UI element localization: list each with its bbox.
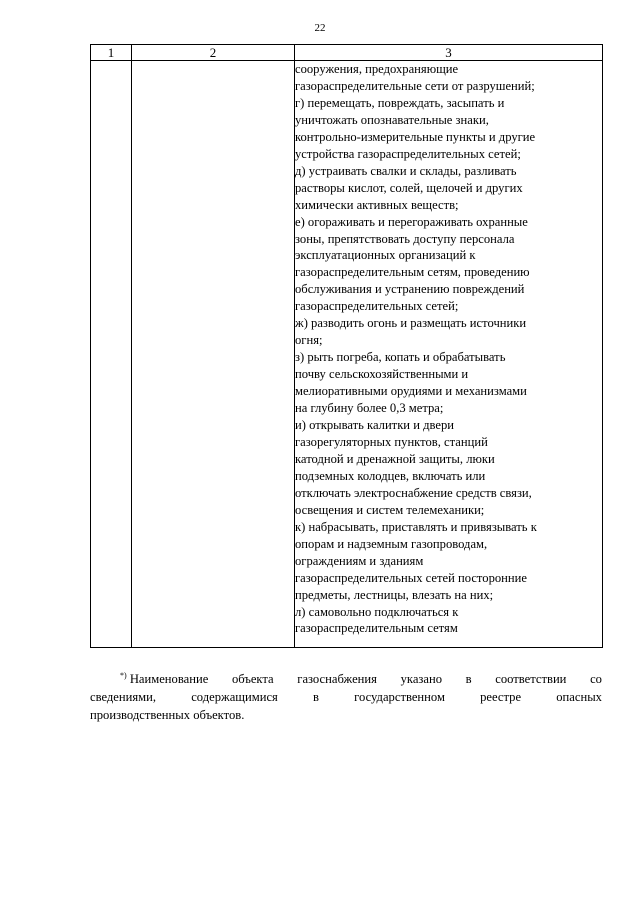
footnote bbox=[90, 670, 602, 724]
footnote-word: в bbox=[465, 672, 472, 686]
text-line: эксплуатационных организаций к bbox=[295, 248, 476, 263]
text-line: л) самовольно подключаться к bbox=[295, 604, 459, 619]
text-line: подземных колодцев, включать или bbox=[295, 468, 486, 483]
column-3-cell bbox=[295, 61, 603, 648]
footnote-word-text: Наименование bbox=[129, 672, 209, 686]
text-line: з) рыть погреба, копать и обрабатывать bbox=[295, 350, 506, 365]
footnote-line-3: производственных объектов. bbox=[90, 708, 245, 722]
table-row bbox=[91, 61, 603, 648]
footnote-word: газоснабжения bbox=[297, 672, 377, 686]
text-line: огня; bbox=[295, 333, 323, 348]
footnote-word: содержащимися bbox=[191, 690, 278, 704]
text-line: опорам и надземным газопроводам, bbox=[295, 536, 488, 551]
column-header-3: 3 bbox=[295, 45, 603, 61]
text-line: газораспределительные сети от разрушений; bbox=[295, 78, 535, 93]
text-line: мелиоративными орудиями и механизмами bbox=[295, 384, 527, 399]
text-line: уничтожать опознавательные знаки, bbox=[295, 112, 489, 127]
page-number: 22 bbox=[314, 22, 326, 34]
text-line: газораспределительных сетей посторонние bbox=[295, 570, 527, 585]
text-line: ж) разводить огонь и размещать источники bbox=[295, 316, 527, 331]
text-line: ограждениям и зданиям bbox=[295, 553, 424, 568]
text-line: катодной и дренажной защиты, люки bbox=[295, 451, 495, 466]
footnote-marker: *) bbox=[120, 671, 127, 680]
column-1-cell bbox=[91, 61, 132, 648]
text-line: газораспределительным сетям bbox=[295, 621, 458, 636]
footnote-word: сведениями, bbox=[90, 690, 157, 704]
text-line: д) устраивать свалки и склады, разливать bbox=[295, 163, 517, 178]
footnote-word: в bbox=[313, 690, 319, 704]
text-line: газорегуляторных пунктов, станций bbox=[295, 434, 488, 449]
text-line: почву сельскохозяйственными и bbox=[295, 367, 469, 382]
prohibitions-text bbox=[295, 61, 602, 637]
footnote-word: опасных bbox=[556, 690, 602, 704]
text-line: контрольно-измерительные пункты и другие bbox=[295, 129, 536, 144]
column-header-1: 1 bbox=[91, 45, 132, 61]
text-line: и) открывать калитки и двери bbox=[295, 418, 454, 433]
text-line: растворы кислот, солей, щелочей и других bbox=[295, 180, 523, 195]
footnote-word bbox=[120, 670, 208, 688]
text-line: газораспределительных сетей; bbox=[295, 299, 459, 314]
footnote-line-1 bbox=[90, 670, 602, 688]
text-line: предметы, лестницы, влезать на них; bbox=[295, 587, 494, 602]
footnote-word: соответствии bbox=[495, 672, 567, 686]
text-line: г) перемещать, повреждать, засыпать и bbox=[295, 95, 505, 110]
footnote-word: со bbox=[590, 672, 602, 686]
document-table bbox=[90, 44, 603, 648]
text-line: на глубину более 0,3 метра; bbox=[295, 401, 444, 416]
text-line: к) набрасывать, приставлять и привязывать к bbox=[295, 519, 537, 534]
text-line: сооружения, предохраняющие bbox=[295, 62, 459, 76]
table-header-row bbox=[91, 45, 603, 61]
footnote-word: объекта bbox=[231, 672, 274, 686]
footnote-word: реестре bbox=[480, 690, 522, 704]
footnote-word: указано bbox=[400, 672, 443, 686]
text-line: химически активных веществ; bbox=[295, 197, 459, 212]
text-line: освещения и систем телемеханики; bbox=[295, 502, 485, 517]
text-line: обслуживания и устранению повреждений bbox=[295, 282, 525, 297]
text-line: зоны, препятствовать доступу персонала bbox=[295, 231, 515, 246]
footnote-word: государственном bbox=[354, 690, 445, 704]
column-header-2: 2 bbox=[132, 45, 295, 61]
text-line: е) огораживать и перегораживать охранные bbox=[295, 214, 528, 229]
column-2-cell bbox=[132, 61, 295, 648]
text-line: устройства газораспределительных сетей; bbox=[295, 146, 521, 161]
text-line: отключать электроснабжение средств связи, bbox=[295, 485, 532, 500]
text-line: газораспределительным сетям, проведению bbox=[295, 265, 530, 280]
footnote-line-2 bbox=[90, 688, 602, 706]
